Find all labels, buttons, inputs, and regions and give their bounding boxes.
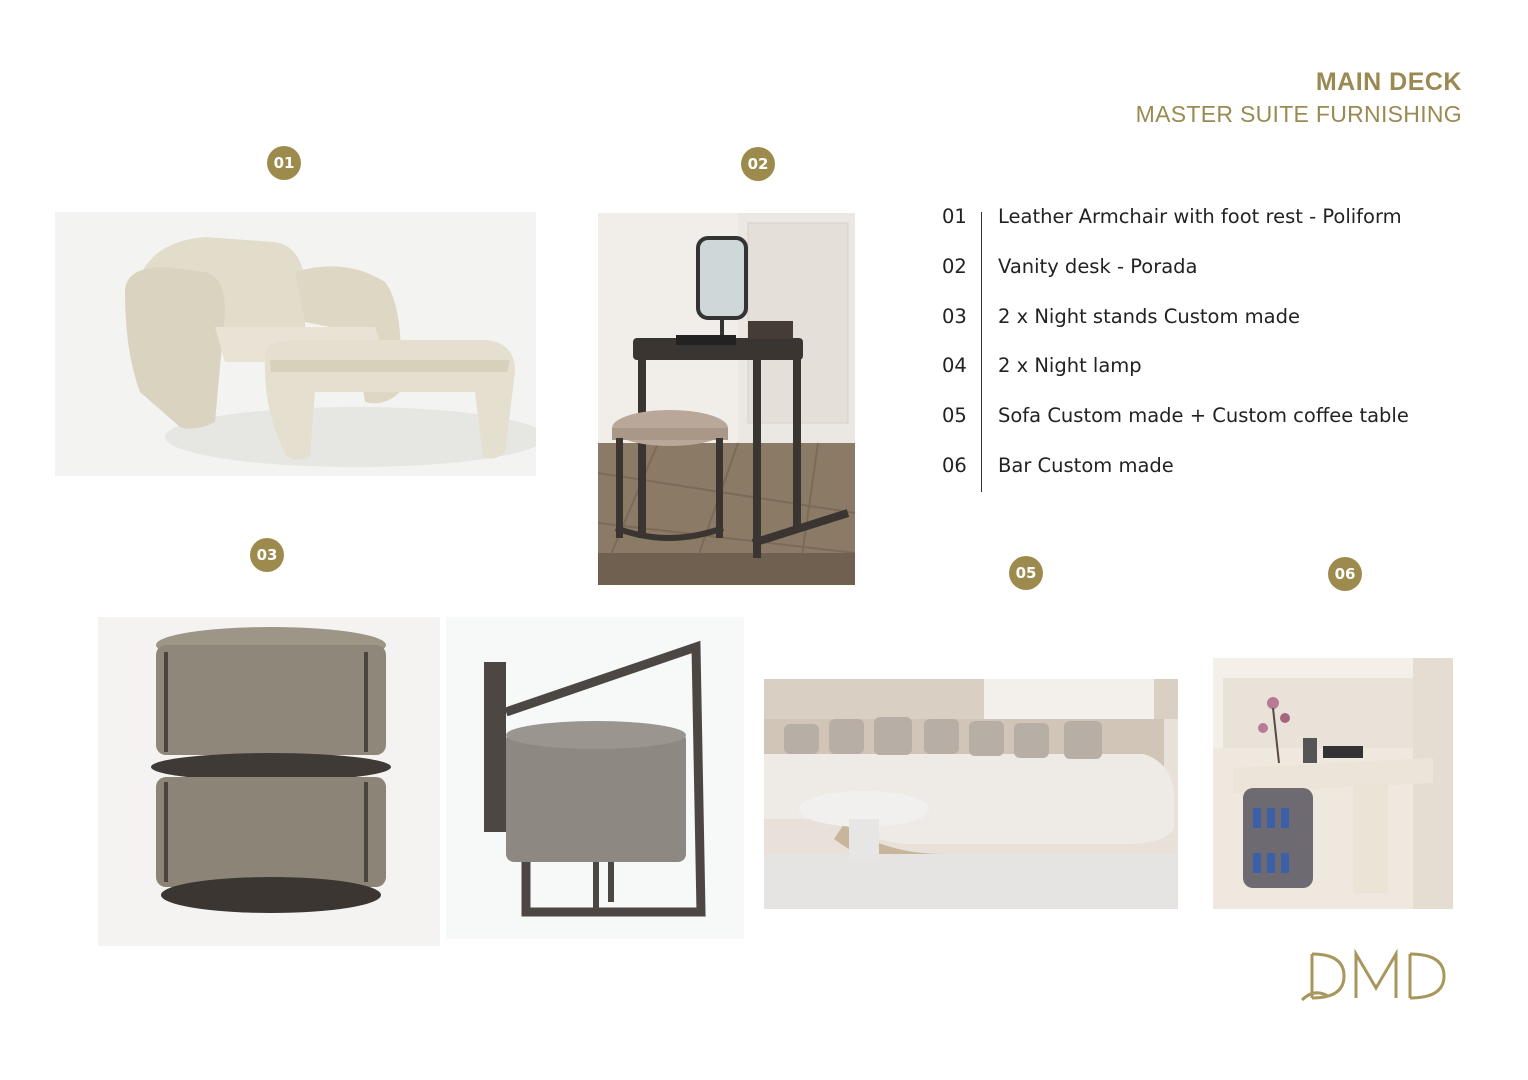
badge-03: 03 bbox=[250, 538, 284, 572]
night-lamp-photo bbox=[446, 617, 744, 939]
item-description: 2 x Night lamp bbox=[998, 354, 1142, 378]
item-number: 06 bbox=[942, 453, 967, 477]
item-description: 2 x Night stands Custom made bbox=[998, 304, 1301, 328]
item-description: Leather Armchair with foot rest - Poliform bbox=[998, 205, 1402, 228]
item-description: Sofa Custom made + Custom coffee table bbox=[998, 404, 1409, 428]
furnishing-list bbox=[942, 205, 1409, 504]
dmd-logo bbox=[1294, 948, 1454, 1008]
vanity-desk-photo bbox=[598, 213, 855, 585]
badge-02: 02 bbox=[741, 147, 775, 181]
list-item bbox=[942, 305, 1409, 355]
bar-photo bbox=[1213, 658, 1453, 909]
item-number: 03 bbox=[942, 304, 967, 328]
item-description: Bar Custom made bbox=[998, 453, 1174, 477]
badge-05: 05 bbox=[1009, 556, 1043, 590]
item-number: 05 bbox=[942, 404, 967, 428]
list-item bbox=[942, 354, 1409, 404]
page-title: MAIN DECK bbox=[1315, 68, 1462, 96]
night-stand-photo bbox=[98, 617, 440, 946]
sofa-photo bbox=[764, 679, 1178, 909]
item-description: Vanity desk - Porada bbox=[998, 254, 1198, 278]
list-item bbox=[942, 404, 1409, 454]
badge-06: 06 bbox=[1328, 557, 1362, 591]
list-item bbox=[942, 205, 1409, 255]
armchair-photo bbox=[55, 212, 536, 476]
list-item bbox=[942, 454, 1409, 504]
item-number: 01 bbox=[942, 205, 967, 228]
item-number: 02 bbox=[942, 254, 967, 278]
page-header bbox=[1136, 68, 1462, 128]
page-subtitle: MASTER SUITE FURNISHING bbox=[1135, 101, 1462, 127]
item-number: 04 bbox=[942, 354, 967, 378]
badge-01: 01 bbox=[267, 146, 301, 180]
list-item bbox=[942, 255, 1409, 305]
